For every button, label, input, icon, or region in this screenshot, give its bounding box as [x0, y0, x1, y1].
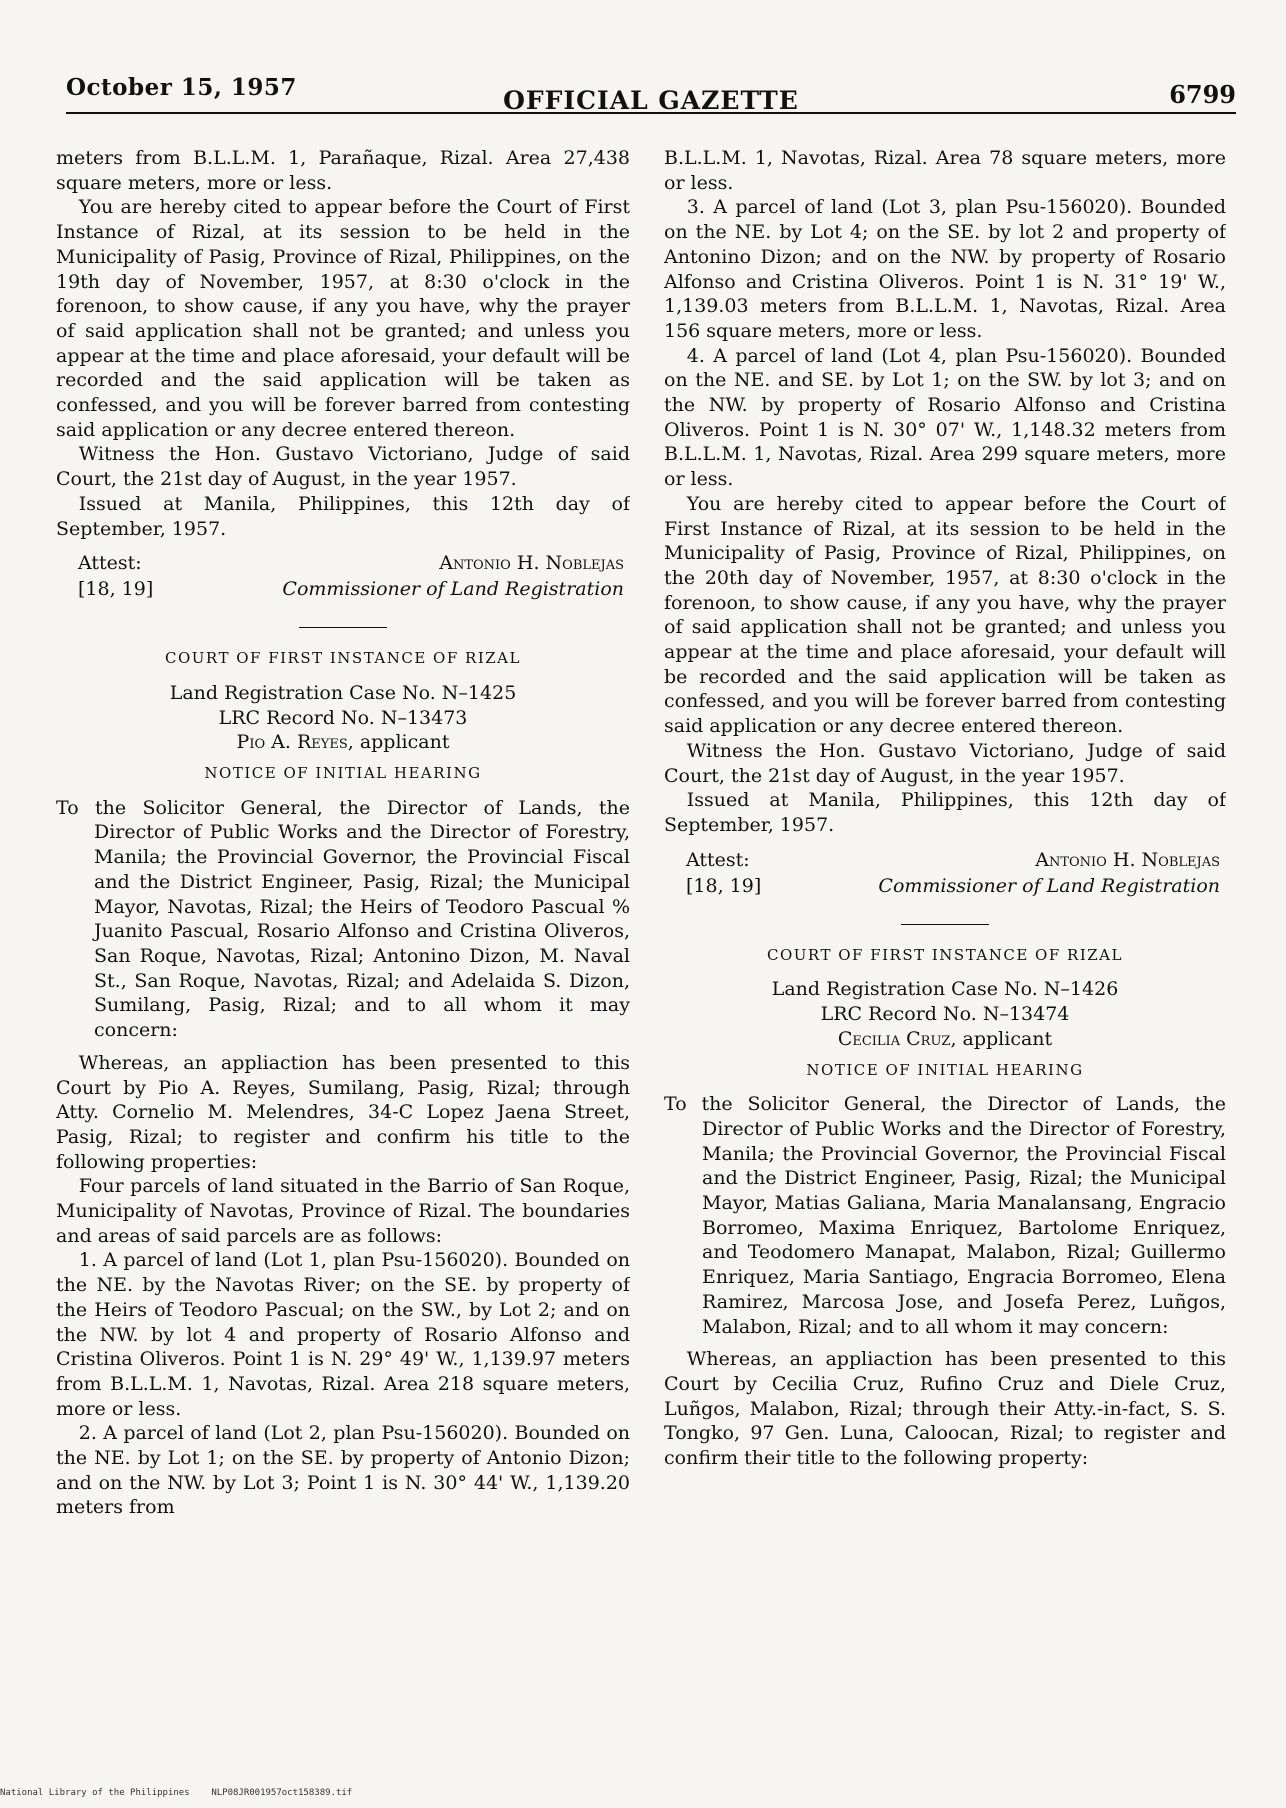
- paragraph: Issued at Manila, Philippines, this 12th day of September, 1957.: [664, 789, 1226, 836]
- applicant-name: Cecilia Cruz: [837, 1027, 951, 1050]
- applicant-line: [56, 730, 630, 755]
- paragraph: Four parcels of land situated in the Barrio of San Roque, Municipality of Navotas, Province of Rizal. The boundaries and areas of said parcels are as follows:: [56, 1175, 630, 1247]
- paragraph: Witness the Hon. Gustavo Victoriano, Judge of said Court, the 21st day of August, in the year 1957.: [56, 443, 630, 491]
- left-column: [56, 146, 630, 1776]
- attest-ref: [18, 19]: [686, 874, 762, 897]
- applicant-line: [664, 1027, 1226, 1052]
- paragraph: Witness the Hon. Gustavo Victoriano, Judge of said Court, the 21st day of August, in the year 1957.: [664, 739, 1226, 787]
- scan-footer: National Library of the Philippines NLP08JR001957oct158389.tif: [0, 1788, 353, 1798]
- attest-label: Attest:: [78, 552, 142, 575]
- attestation: [664, 848, 1226, 902]
- paragraph: Issued at Manila, Philippines, this 12th day of September, 1957.: [56, 492, 630, 540]
- signer-title: Commissioner of Land Registration: [282, 578, 624, 601]
- paragraph: B.L.L.M. 1, Navotas, Rizal. Area 78 square meters, more or less.: [664, 147, 1226, 194]
- lot-description: 2. A parcel of land (Lot 2, plan Psu-156020). Bounded on the NE. by Lot 1; on the SE. by property of Antonio Dizon; and on the NW. by Lot 3; Point 1 is N. 30° 44' W., 1,139.20 meters from: [56, 1422, 630, 1519]
- signer-name: Antonio H. Noblejas: [1035, 848, 1220, 871]
- case-number: Land Registration Case No. N–1425: [169, 681, 517, 704]
- attest-ref: [18, 19]: [78, 578, 154, 601]
- page-number: 6799: [1169, 80, 1236, 109]
- signer-title: Commissioner of Land Registration: [878, 874, 1220, 897]
- applicant-suffix: , applicant: [950, 1027, 1053, 1050]
- addressees: To the Solicitor General, the Director of Lands, the Director of Public Works and the Director of Forestry, Manila; the Provincial Governor, the Provincial Fiscal and the District Engineer, Pasig, Rizal; the Municipal Mayor, Navotas, Rizal; the Heirs of Teodoro Pascual % Juanito Pascual, Rosario Alfonso and Cristina Oliveros, San Roque, Navotas, Rizal; Antonino Dizon, M. Naval St., San Roque, Navotas, Rizal; and Adelaida S. Dizon, Sumilang, Pasig, Rizal; and to all whom it may concern:: [56, 796, 630, 1042]
- page-header: [66, 70, 1236, 114]
- applicant-suffix: , applicant: [347, 731, 450, 754]
- lot-description: 4. A parcel of land (Lot 4, plan Psu-156020). Bounded on the NE. and SE. by Lot 1; on the SW. by lot 3; and on the NW. by property of Rosario Alfonso and Cristina Oliveros. Point 1 is N. 30° 07' W., 1,148.32 meters from B.L.L.M. 1, Navotas, Rizal. Area 299 square meters, more or less.: [664, 344, 1226, 491]
- attestation: [56, 551, 630, 605]
- lot-description: 3. A parcel of land (Lot 3, plan Psu-156020). Bounded on the NE. by Lot 4; on the SE. by lot 2 and property of Antonino Dizon; and on the NW. by property of Rosario Alfonso and Cristina Oliveros. Point 1 is N. 31° 19' W., 1,139.03 meters from B.L.L.M. 1, Navotas, Rizal. Area 156 square meters, more or less.: [664, 196, 1226, 342]
- issue-date: October 15, 1957: [66, 74, 297, 101]
- paragraph: Whereas, an appliaction has been presented to this Court by Pio A. Reyes, Sumilang, Pasig, Rizal; through Atty. Cornelio M. Melendres, 34-C Lopez Jaena Street, Pasig, Rizal; to register and confirm his title to the following properties:: [56, 1051, 630, 1173]
- applicant-name: Pio A. Reyes: [236, 731, 348, 754]
- lot-description: 1. A parcel of land (Lot 1, plan Psu-156020). Bounded on the NE. by the Navotas River; on the SE. by property of the Heirs of Teodoro Pascual; on the SW., by Lot 2; and on the NW. by lot 4 and property of Rosario Alfonso and Cristina Oliveros. Point 1 is N. 29° 49' W., 1,139.97 meters from B.L.L.M. 1, Navotas, Rizal. Area 218 square meters, more or less.: [56, 1249, 630, 1420]
- case-number: Land Registration Case No. N–1426: [771, 978, 1119, 1001]
- court-heading: COURT OF FIRST INSTANCE OF RIZAL: [165, 649, 521, 668]
- signer-name: Antonio H. Noblejas: [439, 552, 624, 575]
- paragraph: You are hereby cited to appear before the Court of First Instance of Rizal, at its session to be held in the Municipality of Pasig, Province of Rizal, Philippines, on the 20th day of November, 1957, at 8:30 o'clock in the forenoon, to show cause, if any you have, why the prayer of said application shall not be granted; and unless you appear at the time and place aforesaid, your default will be recorded and the said application will be taken as confessed, and you will be forever barred from contesting said application or any decree entered thereon.: [664, 492, 1226, 738]
- attest-label: Attest:: [686, 848, 750, 871]
- divider: [299, 627, 387, 628]
- paragraph: You are hereby cited to appear before the Court of First Instance of Rizal, at its session to be held in the Municipality of Pasig, Province of Rizal, Philippines, on the 19th day of November, 1957, at 8:30 o'clock in the forenoon, to show cause, if any you have, why the prayer of said application shall not be granted; and unless you appear at the time and place aforesaid, your default will be recorded and the said application will be taken as confessed, and you will be forever barred from contesting said application or any decree entered thereon.: [56, 196, 630, 441]
- divider: [901, 924, 989, 925]
- paragraph: Whereas, an appliaction has been presented to this Court by Cecilia Cruz, Rufino Cruz and Diele Cruz, Luñgos, Malabon, Rizal; through their Atty.-in-fact, S. S. Tongko, 97 Gen. Luna, Caloocan, Rizal; to register and confirm their title to the following property:: [664, 1348, 1226, 1470]
- paragraph: meters from B.L.L.M. 1, Parañaque, Rizal. Area 27,438 square meters, more or less.: [56, 147, 630, 194]
- lrc-record: LRC Record No. N–13474: [820, 1003, 1070, 1026]
- addressees: To the Solicitor General, the Director of Lands, the Director of Public Works and the Director of Forestry, Manila; the Provincial Governor, the Provincial Fiscal and the District Engineer, Pasig, Rizal; the Municipal Mayor, Matias Galiana, Maria Manalansang, Engracio Borromeo, Maxima Enriquez, Bartolome Enriquez, and Teodomero Manapat, Malabon, Rizal; Guillermo Enriquez, Maria Santiago, Engracia Borromeo, Elena Ramirez, Marcosa Jose, and Josefa Perez, Luñgos, Malabon, Rizal; and to all whom it may concern:: [664, 1093, 1226, 1338]
- lrc-record: LRC Record No. N–13473: [218, 706, 468, 729]
- publication-title: OFFICIAL GAZETTE: [503, 86, 799, 115]
- court-heading: COURT OF FIRST INSTANCE OF RIZAL: [767, 945, 1123, 964]
- notice-heading: NOTICE OF INITIAL HEARING: [204, 764, 482, 783]
- notice-heading: NOTICE OF INITIAL HEARING: [806, 1060, 1084, 1079]
- right-column: [664, 146, 1226, 1776]
